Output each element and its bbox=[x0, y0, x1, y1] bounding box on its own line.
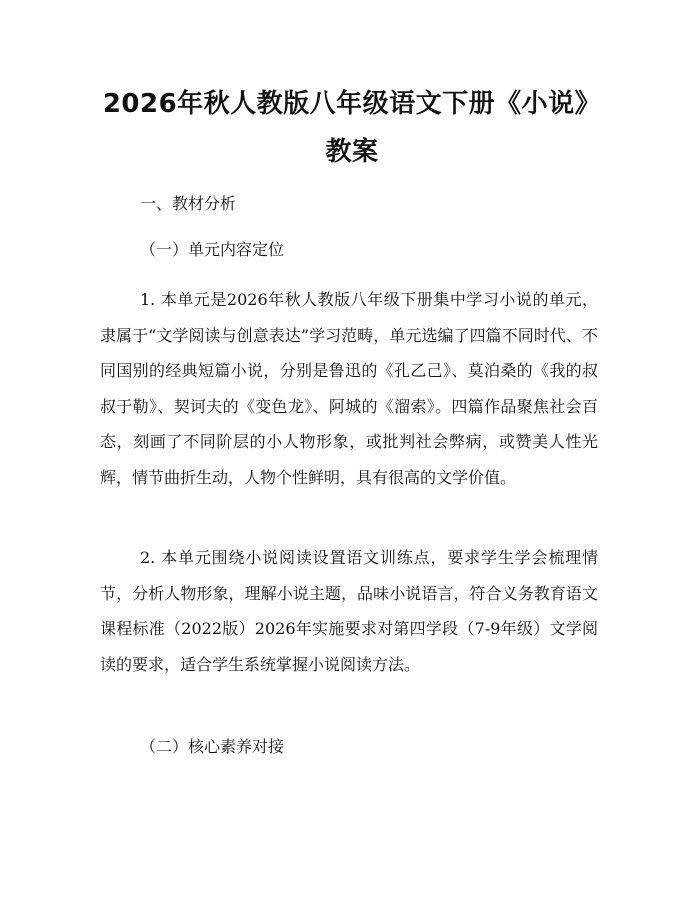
paragraph-unit-training-points: 2. 本单元围绕小说阅读设置语文训练点，要求学生学会梳理情节，分析人物形象，理解小说主题，品味小说语言，符合义务教育语文课程标准（2022版）2026年实施要求对第四学段（7-9年级）文学阅读的要求，适合学生系统掌握小说阅读方法。 bbox=[100, 548, 598, 674]
subsection-heading-unit-positioning: （一）单元内容定位 bbox=[140, 240, 285, 259]
section-heading-textbook-analysis: 一、教材分析 bbox=[140, 194, 237, 213]
subsection-heading-core-literacy: （二）核心素养对接 bbox=[140, 737, 285, 756]
document-title: 2026年秋人教版八年级语文下册《小说》教案 bbox=[102, 89, 602, 167]
paragraph-unit-overview: 1. 本单元是2026年秋人教版八年级下册集中学习小说的单元，隶属于“文学阅读与创意表达”学习范畴，单元选编了四篇不同时代、不同国别的经典短篇小说，分别是鲁迅的《孔乙己》、莫泊桑的《我的叔叔于勒》、契诃夫的《变色龙》、阿城的《溜索》。四篇作品聚焦社会百态，刻画了不同阶层的小人物形象，或批判社会弊病，或赞美人性光辉，情节曲折生动，人物个性鲜明，具有很高的文学价值。 bbox=[100, 290, 598, 487]
